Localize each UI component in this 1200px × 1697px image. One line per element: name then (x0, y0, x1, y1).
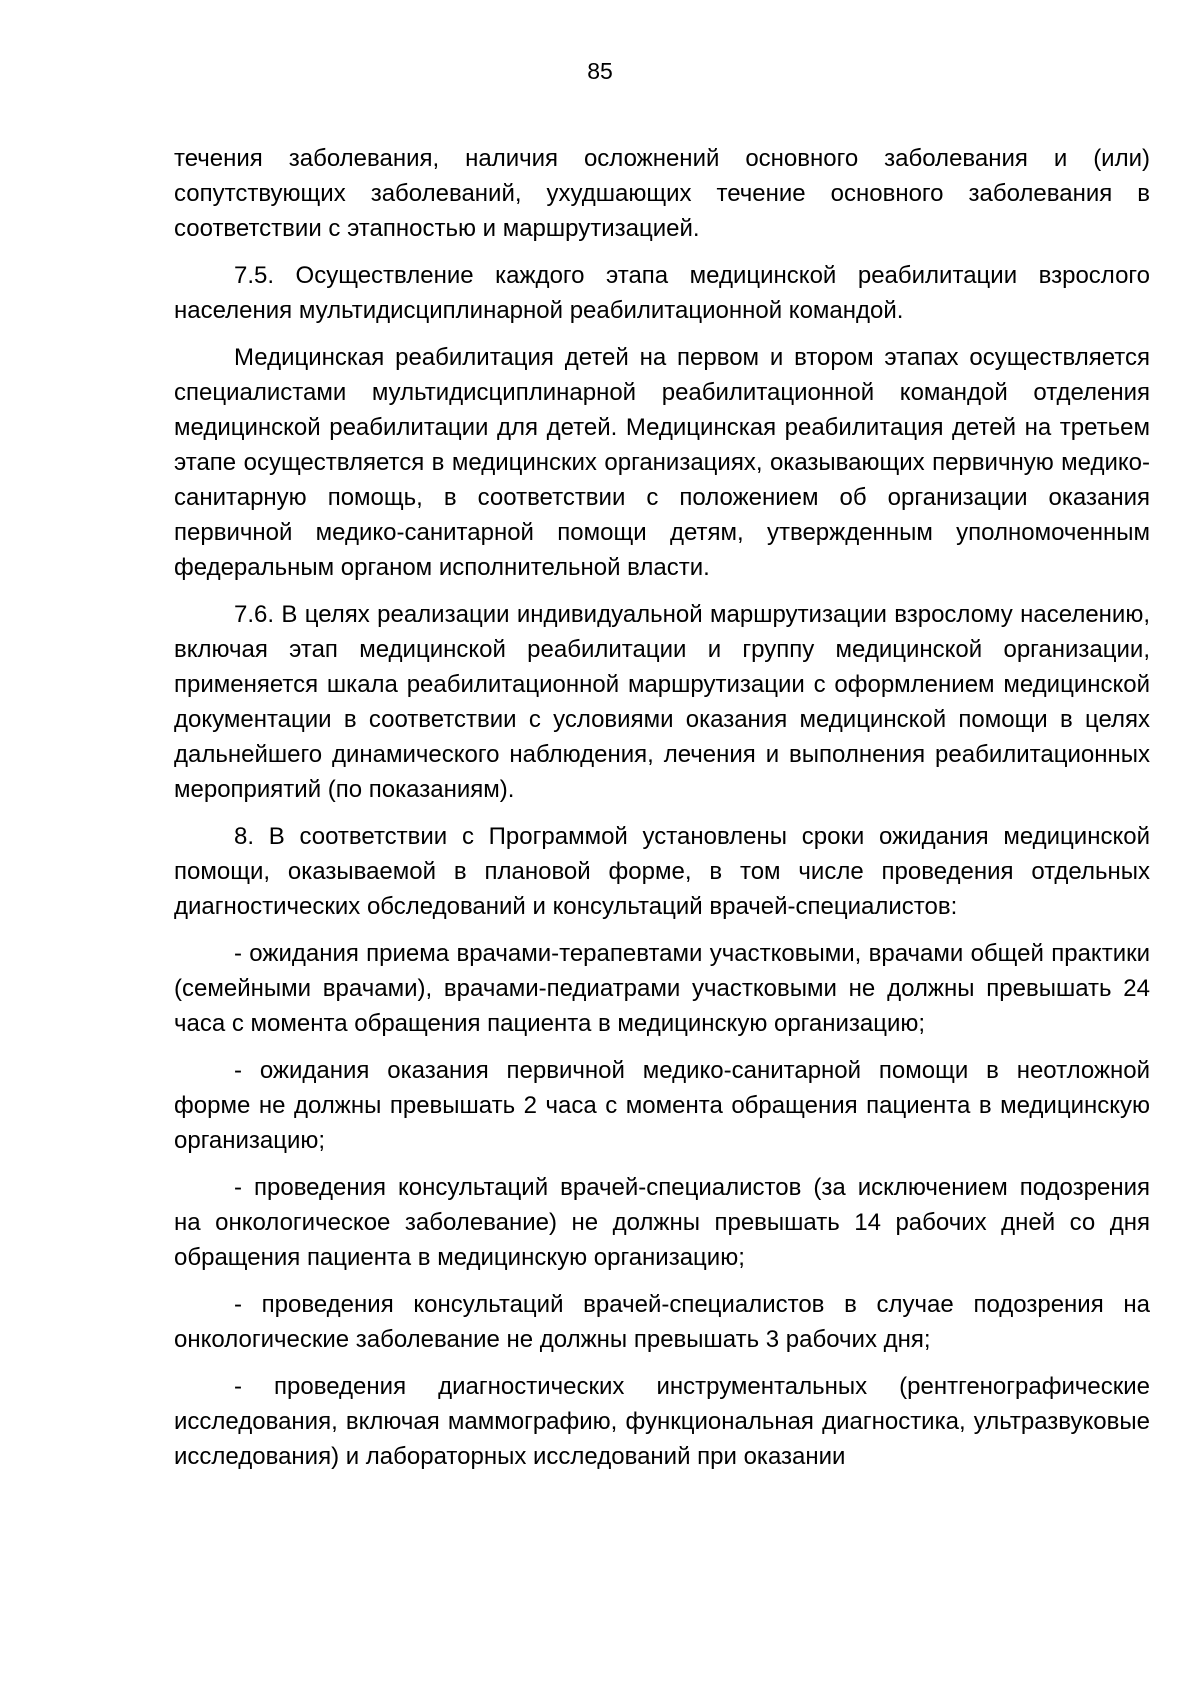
list-item-diagnostic-tests: - проведения диагностических инструментальных (рентгенографические исследования, включая маммографию, функциональная диагностика, ультразвуковые исследования) и лабораторных исследований при оказании (174, 1373, 1150, 1470)
list-item-specialist-consultation: - проведения консультаций врачей-специалистов (за исключением подозрения на онкологическое заболевание) не должны превышать 14 рабочих дней со дня обращения пациента в медицинскую организацию; (174, 1174, 1150, 1271)
paragraph-continuation: течения заболевания, наличия осложнений основного заболевания и (или) сопутствующих заболеваний, ухудшающих течение основного заболевания в соответствии с этапностью и маршрутизацией. (174, 145, 1150, 242)
document-body (174, 141, 1150, 1486)
list-item-therapist-wait: - ожидания приема врачами-терапевтами участковыми, врачами общей практики (семейными врачами), врачами-педиатрами участковыми не должны превышать 24 часа с момента обращения пациента в медицинскую организацию; (174, 940, 1150, 1037)
list-item-oncology-consultation: - проведения консультаций врачей-специалистов в случае подозрения на онкологические заболевание не должны превышать 3 рабочих дня; (174, 1291, 1150, 1353)
page-number: 85 (587, 58, 613, 84)
paragraph-8: 8. В соответствии с Программой установлены сроки ожидания медицинской помощи, оказываемой в плановой форме, в том числе проведения отдельных диагностических обследований и консультаций врачей-специалистов: (174, 823, 1150, 920)
paragraph-children-rehabilitation: Медицинская реабилитация детей на первом и втором этапах осуществляется специалистами мультидисциплинарной реабилитационной командой отделения медицинской реабилитации для детей. Медицинская реабилитация детей на третьем этапе осуществляется в медицинских организациях, оказывающих первичную медико-санитарную помощь, в соответствии с положением об организации оказания первичной медико-санитарной помощи детям, утвержденным уполномоченным федеральным органом исполнительной власти. (174, 344, 1150, 581)
list-item-urgent-care-wait: - ожидания оказания первичной медико-санитарной помощи в неотложной форме не должны превышать 2 часа с момента обращения пациента в медицинскую организацию; (174, 1057, 1150, 1154)
paragraph-7-5: 7.5. Осуществление каждого этапа медицинской реабилитации взрослого населения мультидисциплинарной реабилитационной командой. (174, 262, 1150, 324)
paragraph-7-6: 7.6. В целях реализации индивидуальной маршрутизации взрослому населению, включая этап медицинской реабилитации и группу медицинской организации, применяется шкала реабилитационной маршрутизации с оформлением медицинской документации в соответствии с условиями оказания медицинской помощи в целях дальнейшего динамического наблюдения, лечения и выполнения реабилитационных мероприятий (по показаниям). (174, 601, 1150, 803)
